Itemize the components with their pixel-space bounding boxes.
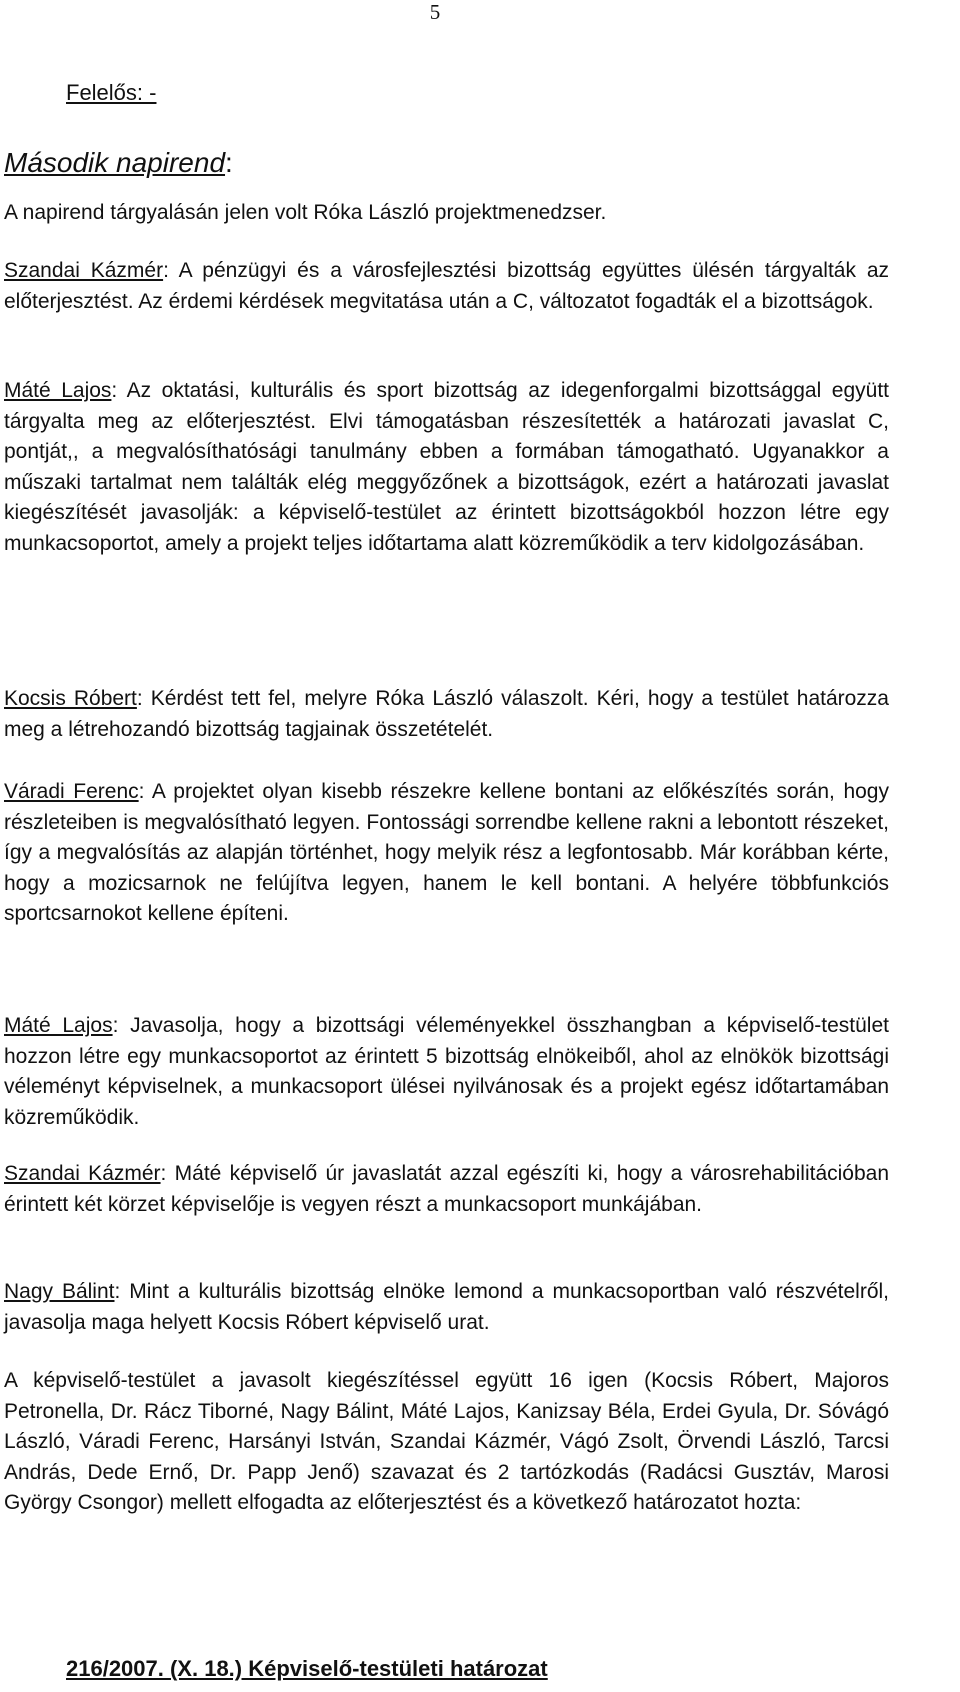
felelos-text: Felelős: -: [66, 80, 157, 105]
speaker-name: Máté Lajos: [4, 379, 112, 402]
statement-text: : A pénzügyi és a városfejlesztési bizottság együttes ülésén tárgyalták az előterjesztést. Az érdemi kérdések megvitatása után a C, változatot fogadták el a bizottságok.: [4, 259, 889, 313]
statement-text: : Javasolja, hogy a bizottsági véleményekkel összhangban a képviselő-testület hozzon létre egy munkacsoportot az érintett 5 bizottság elnökeiből, ahol az elnökök bizottsági véleményt képviselnek, a munkacsoport ülései nyilvánosak és a projekt egész időtartamában közreműködik.: [4, 1014, 889, 1129]
statement-paragraph: [4, 1011, 889, 1133]
agenda-heading: [4, 146, 233, 180]
statement-paragraph: [4, 256, 889, 317]
statement-text: : A projektet olyan kisebb részekre kellene bontani az előkészítés során, hogy részleteiben is megvalósítható legyen. Fontossági sorrendbe kellene rakni a lebontott részeket, így a megvalósítás az alapján történhet, hogy melyik rész a legfontosabb. Már korábban kérte, hogy a mozicsarnok ne felújítva legyen, hanem le kell bontani. A helyére többfunkciós sportcsarnokot kellene építeni.: [4, 780, 889, 925]
speaker-name: Szandai Kázmér: [4, 259, 164, 282]
statement-paragraph: [4, 1277, 889, 1338]
statement-text: : Mint a kulturális bizottság elnöke lemond a munkacsoportban való részvételről, javasolja maga helyett Kocsis Róbert képviselő urat.: [4, 1280, 890, 1334]
statement-text: : Kérdést tett fel, melyre Róka László válaszolt. Kéri, hogy a testület határozza meg a létrehozandó bizottság tagjainak összetételét.: [4, 687, 889, 741]
vote-paragraph: A képviselő-testület a javasolt kiegészítéssel együtt 16 igen (Kocsis Róbert, Majoros Petronella, Dr. Rácz Tiborné, Nagy Bálint, Máté Lajos, Kanizsay Béla, Erdei Gyula, Dr. Sóvágó László, Váradi Ferenc, Harsányi István, Szandai Kázmér, Vágó Zsolt, Örvendi László, Tarcsi András, Dede Ernő, Dr. Papp Jenő) szavazat és 2 tartózkodás (Radácsi Gusztáv, Marosi György Csongor) mellett elfogadta az előterjesztést és a következő határozatot hozta:: [4, 1369, 889, 1514]
statement-paragraph: [4, 1159, 889, 1220]
agenda-heading-title: Második napirend: [4, 147, 226, 178]
resolution-title: 216/2007. (X. 18.) Képviselő-testületi határozat: [66, 1656, 548, 1681]
statement-paragraph: [4, 376, 889, 559]
statement-text: : Máté képviselő úr javaslatát azzal egészíti ki, hogy a városrehabilitációban érintett két körzet képviselője is vegyen részt a munkacsoport munkájában.: [4, 1162, 890, 1216]
statement-paragraph: [4, 684, 889, 745]
page-number: 5: [429, 0, 441, 24]
felelos-line: [66, 79, 156, 107]
statement-text: : Az oktatási, kulturális és sport bizottság az idegenforgalmi bizottsággal együtt tárgyalta meg az előterjesztést. Elvi támogatásban részesítették a határozati javaslat C, pontját,, a megvalósíthatósági tanulmány ebben a formában támogatható. Ugyanakkor a műszaki tartalmat nem találták elég meggyőzőnek a bizottságok, ezért a határozati javaslat kiegészítését javasolják: a képviselő-testület az érintett bizottságokból hozzon létre egy munkacsoportot, amely a projekt teljes időtartama alatt közreműködik a terv kidolgozásában.: [4, 379, 889, 555]
agenda-heading-suffix: :: [225, 147, 233, 178]
speaker-name: Szandai Kázmér: [4, 1162, 161, 1185]
speaker-name: Kocsis Róbert: [4, 687, 137, 710]
statement-paragraph: [4, 777, 889, 930]
speaker-name: Nagy Bálint: [4, 1280, 115, 1303]
speaker-name: Máté Lajos: [4, 1014, 113, 1037]
speaker-name: Váradi Ferenc: [4, 780, 139, 803]
intro-paragraph: A napirend tárgyalásán jelen volt Róka László projektmenedzser.: [4, 201, 607, 224]
